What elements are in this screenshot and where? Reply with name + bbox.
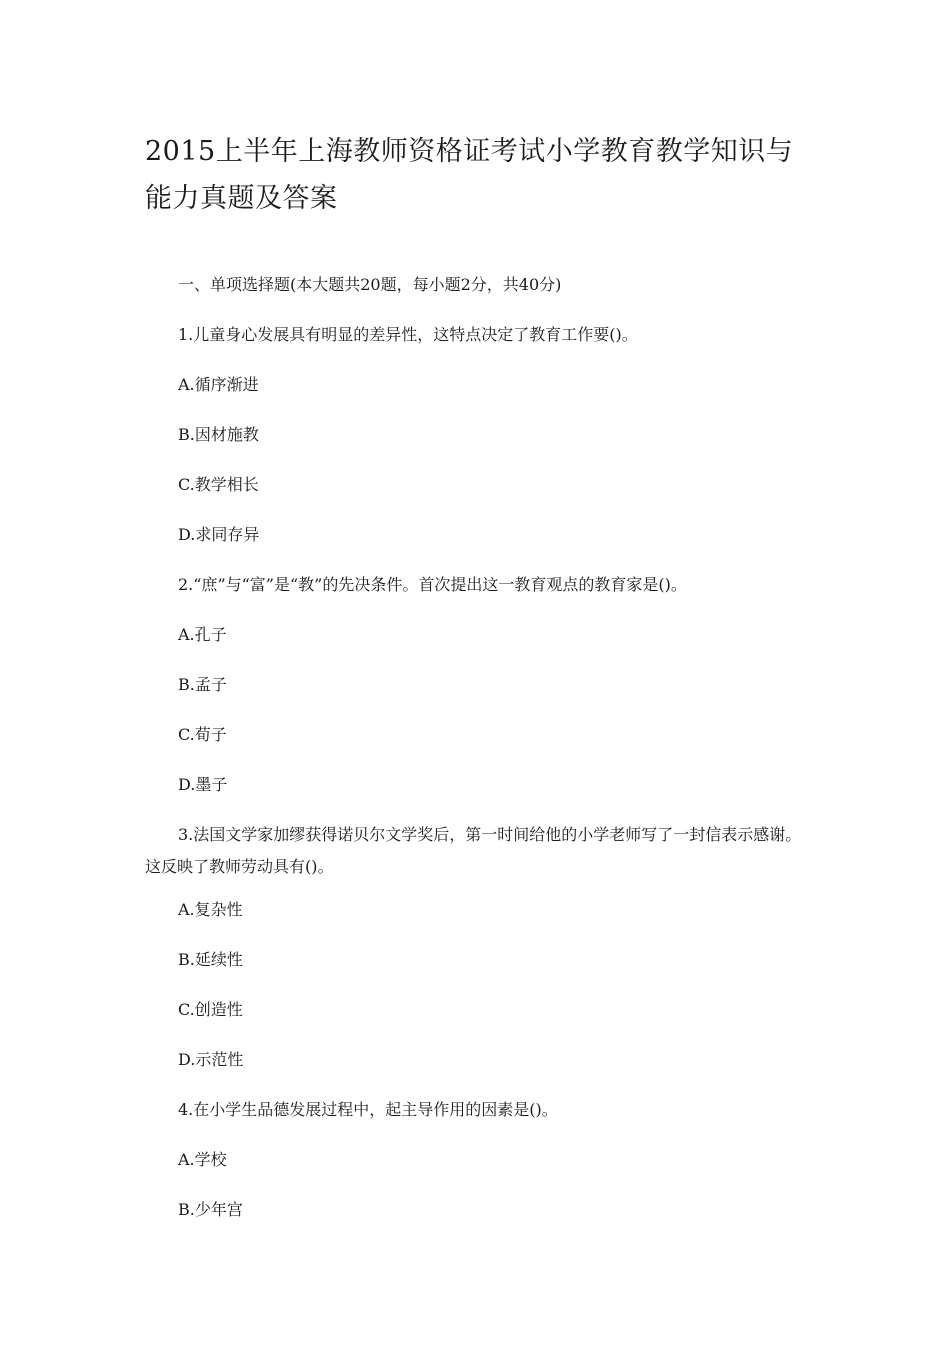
question-4-stem: 4.在小学生品德发展过程中，起主导作用的因素是()。 [178, 1100, 558, 1119]
question-3-option-a: A.复杂性 [178, 900, 243, 919]
question-3-stem: 3.法国文学家加缪获得诺贝尔文学奖后，第一时间给他的小学老师写了一封信表示感谢。这反映了教师劳动具有()。 [145, 825, 802, 876]
question-2-stem: 2.“庶”与“富”是“教”的先决条件。首次提出这一教育观点的教育家是()。 [178, 575, 687, 594]
question-3-option-b: B.延续性 [178, 950, 243, 969]
question-2-option-a: A.孔子 [178, 625, 227, 644]
document-title: 2015上半年上海教师资格证考试小学教育教学知识与能力真题及答案 [145, 136, 794, 214]
question-4-option-b: B.少年宫 [178, 1200, 243, 1219]
question-3-option-d: D.示范性 [178, 1050, 244, 1069]
question-1-option-c: C.教学相长 [178, 475, 259, 494]
question-1-stem: 1.儿童身心发展具有明显的差异性，这特点决定了教育工作要()。 [178, 325, 638, 344]
section-heading: 一、单项选择题(本大题共20题，每小题2分，共40分) [178, 275, 562, 294]
question-3-option-c: C.创造性 [178, 1000, 243, 1019]
question-1-option-a: A.循序渐进 [178, 375, 259, 394]
question-2-option-b: B.孟子 [178, 675, 227, 694]
question-2-option-d: D.墨子 [178, 775, 228, 794]
question-2-option-c: C.荀子 [178, 725, 227, 744]
question-1-option-b: B.因材施教 [178, 425, 259, 444]
question-1-option-d: D.求同存异 [178, 525, 260, 544]
question-4-option-a: A.学校 [178, 1150, 227, 1169]
